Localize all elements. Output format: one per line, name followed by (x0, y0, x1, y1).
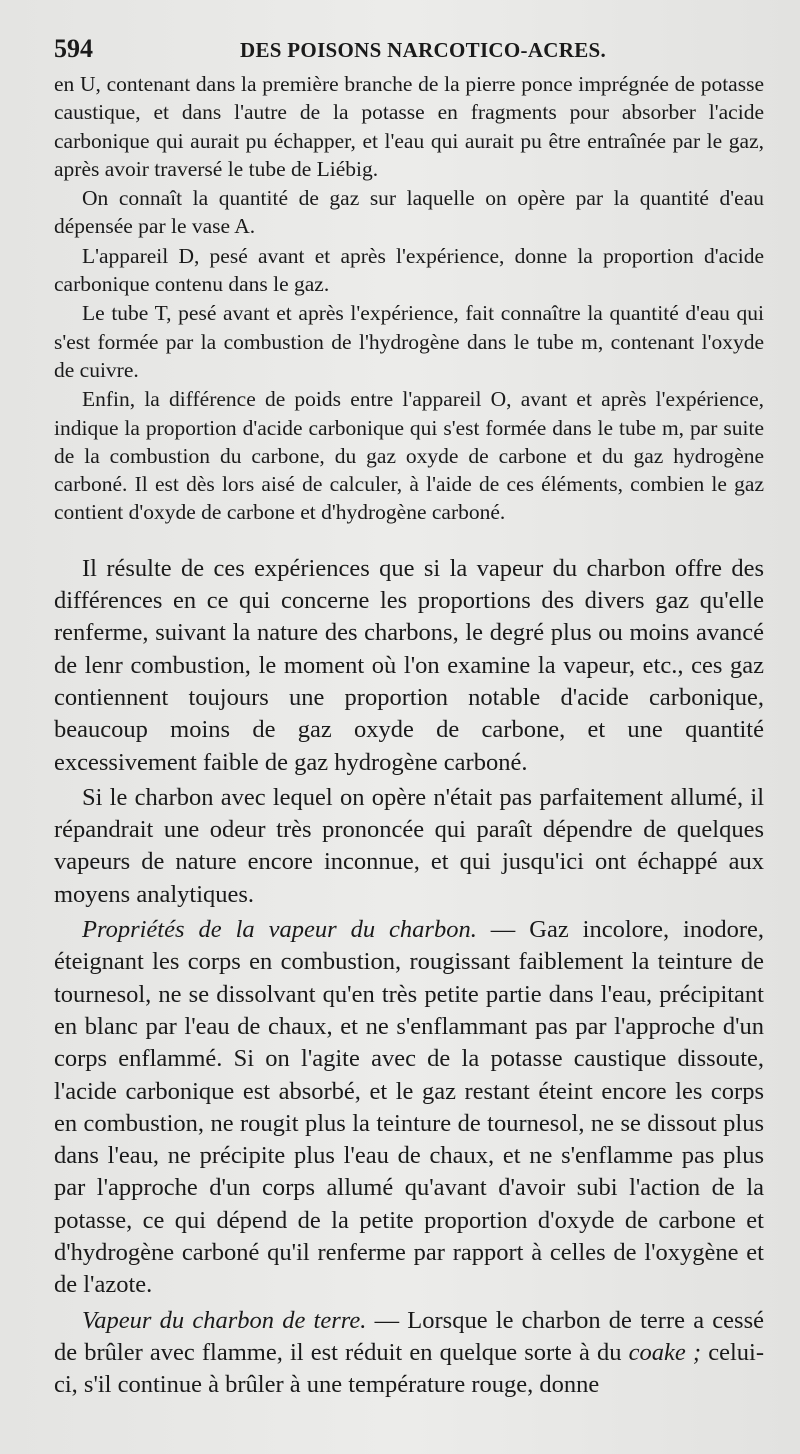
paragraph-text: Le tube T, pesé avant et après l'expérience, fait connaître la quantité d'eau qui s'est formée par la combustion de l'hydrogène dans le tube m, contenant l'oxyde de cuivre. (54, 301, 764, 382)
paragraph-text: — Gaz incolore, inodore, éteignant les corps en combustion, rougissant faiblement la teinture de tournesol, ne se dissolvant qu'en très petite partie dans l'eau, précipitant en blanc par l'eau de chaux, et ne s'enflammant pas par l'approche d'un corps enflammé. Si on l'agite avec de la potasse caustique dissoute, l'acide carbonique est absorbé, et le gaz restant éteint encore les corps en combustion, ne rougit plus la teinture de tournesol, ne se dissout plus dans l'eau, ne précipite plus l'eau de chaux, et ne s'enflamme pas plus par l'approche d'un corps allumé qu'avant d'avoir subi l'action de la potasse, ce qui dépend de la petite proportion d'oxyde de carbone et d'hydrogène carboné qu'il renferme par rapport à celles de l'oxygène et de l'azote. (54, 916, 764, 1299)
section-heading: Propriétés de la vapeur du charbon. (82, 916, 477, 944)
paragraph (54, 385, 764, 526)
page-number: 594 (54, 34, 93, 63)
paragraph (54, 782, 764, 911)
paragraph-text: Si le charbon avec lequel on opère n'était pas parfaitement allumé, il répandrait une odeur très prononcée qui paraît dépendre de quelques vapeurs de nature encore inconnue, et qui jusqu'ici ont échappé aux moyens analytiques. (54, 783, 764, 908)
italic-term: coake ; (628, 1338, 702, 1366)
section-heading: Vapeur du charbon de terre. (82, 1306, 367, 1334)
page-header (54, 34, 754, 64)
paragraph-text: en U, contenant dans la première branche de la pierre ponce imprégnée de potasse caustique, et dans l'autre de la potasse en fragments pour absorber l'acide carbonique qui aurait pu échapper, et l'eau qui aurait pu être entraînée par le gaz, après avoir traversé le tube de Liébig. (54, 72, 764, 181)
running-title: DES POISONS NARCOTICO-ACRES. (240, 38, 607, 62)
paragraph-continued (54, 70, 764, 183)
paragraph-coal-vapour (54, 1305, 764, 1402)
paragraph-text: On connaît la quantité de gaz sur laquelle on opère par la quantité d'eau dépensée par le vase A. (54, 186, 764, 239)
paragraph (54, 242, 764, 299)
paragraph (54, 299, 764, 384)
paragraph-text: — Lorsque le charbon de terre a cessé de brûler avec flamme, il est réduit en quelque sorte à du (54, 1306, 764, 1366)
paragraph (54, 184, 764, 241)
paragraph-text: Il résulte de ces expériences que si la vapeur du charbon offre des différences en ce qui concerne les proportions des divers gaz qu'elle renferme, suivant la nature des charbons, le degré plus ou moins avancé de lenr combustion, le moment où l'on examine la vapeur, etc., ces gaz contiennent toujours une proportion notable d'acide carbonique, beaucoup moins de gaz oxyde de carbone, et une quantité excessivement faible de gaz hydrogène carboné. (54, 554, 764, 776)
paragraph-text: L'appareil D, pesé avant et après l'expérience, donne la proportion d'acide carbonique contenu dans le gaz. (54, 243, 764, 297)
paragraph-text: Enfin, la différence de poids entre l'appareil O, avant et après l'expérience, indique la proportion d'acide carbonique qui s'est formée dans le tube m, par suite de la combustion du carbone, du gaz oxyde de carbone et du gaz hydrogène carboné. Il est dès lors aisé de calculer, à l'aide de ces éléments, combien le gaz contient d'oxyde de carbone et d'hydrogène carboné. (54, 387, 764, 525)
paragraph-text: celui-ci, s'il continue à brûler à une température rouge, donne (54, 1338, 764, 1399)
page-body (54, 70, 764, 1401)
paragraph-properties (54, 914, 764, 1302)
paragraph (54, 553, 764, 779)
